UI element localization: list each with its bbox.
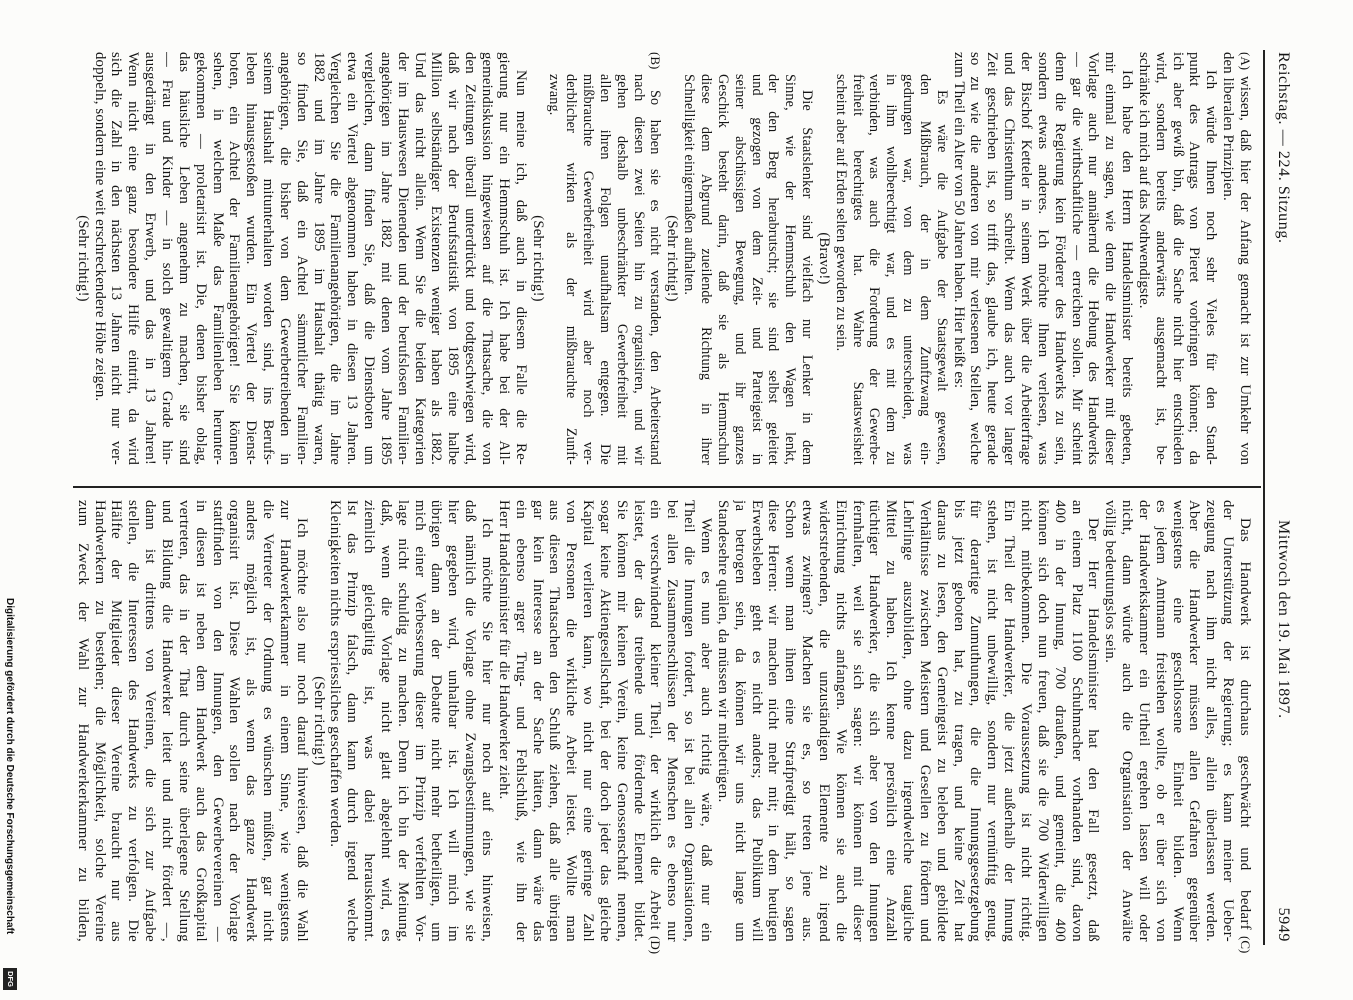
- text-line: Kleinigkeiten nichts erspriessliches geschaffen werden.: [327, 500, 344, 848]
- text-line: gemeindiskussion hingewiesen auf die Thatsache, die von: [479, 52, 496, 465]
- text-line: wissen, daß hier der Anfang gemacht ist zur Umkehr von: [1237, 76, 1253, 465]
- text-line: den Zeitungen überall unterdrückt und todtgeschwiegen wird,: [462, 52, 479, 465]
- text-line: Wenn es nun aber auch richtig wäre, daß nur ein: [698, 518, 714, 942]
- text-line: dann ist drittens von Vereinen, die sich zur Aufgabe: [142, 500, 159, 942]
- text-line: tüchtiger Handwerker, die sich aber von den Innungen: [866, 500, 883, 942]
- digitization-credit: Digitalisierung gefördert durch die Deutsche Forschungsgemeinschaft: [4, 598, 15, 935]
- text-line: gehen deshalb unbeschränkter Gewerbefreiheit mit: [613, 74, 630, 465]
- text-line: Wenn nicht eine ganz besondere Hilfe eintritt, da wird: [125, 52, 142, 465]
- text-line: nach diesen zwei Seiten hin zu organisiren, und wir: [630, 74, 647, 465]
- text-line: völlig bedeutungslos sein.: [1102, 500, 1119, 664]
- text-line: zwang.: [546, 74, 563, 116]
- text-line: von Personen die wirkliche Arbeit leistet. Wollte man: [563, 500, 580, 942]
- text-line: bis jetzt geboten hat, zu tragen, und keine Zeit hat: [950, 500, 967, 942]
- text-line: Schnelligkeit einigermaßen aufhalten.: [681, 74, 698, 296]
- text-line: so finden Sie, daß ein Achtel sämmtlicher Familien-: [293, 52, 310, 465]
- text-line: seiner abschüssigen Bewegung, und ihr ganzes: [731, 74, 748, 465]
- text-line: der den Berg herabrutscht; sie sind selbst geleitet: [765, 74, 782, 465]
- text-line: Und das nicht allein. Wenn Sie die beiden Kategorien: [411, 52, 428, 465]
- text-line: sehen, in welchem Maße das Familienleben herunter-: [209, 52, 226, 465]
- text-line: Zeit geschrieben ist, so trifft das, glaube ich, heute gerade: [984, 52, 1001, 465]
- text-line: — Frau und Kinder — in solch gewaltigem Grade hin-: [159, 52, 175, 465]
- text-line: Ein Theil der Handwerker, die jetzt außerhalb der Innung: [1001, 500, 1018, 942]
- text-line: Sinne, wie der Hemmschuh den Wagen lenkt,: [782, 74, 799, 465]
- text-line: es jedem Amtmann freistehen wollte, ob er über sich von: [1152, 500, 1169, 942]
- text-line: nicht mitbekommen. Die Voraussetzung ist nicht richtig.: [1018, 500, 1035, 942]
- text-line: schränke ich mich auf das Nothwendigste.: [1135, 52, 1152, 309]
- text-line: Ich möchte also nur noch darauf hinweisen, daß die Wahl: [293, 518, 310, 942]
- text-line: stehen, ist nicht unbewillig, sondern nur vernünftig genug,: [984, 500, 1001, 942]
- text-line: Einrichtung nichts anfangen. Wie können sie auch die: [832, 500, 849, 942]
- text-line: Mittel zu haben. Ich kenne persönlich eine Anzahl: [883, 500, 900, 942]
- session-date: Mittwoch den 19. Mai 1897.: [1275, 520, 1292, 719]
- text-line: Sie können mir keinen Verein, keine Genossenschaft nennen,: [613, 500, 630, 942]
- text-line: mir einmal zu sagen, wie denn die Handwerker mit dieser: [1102, 52, 1119, 465]
- text-line: Der Herr Handelsminister hat den Fall gesetzt, daß: [1085, 518, 1102, 942]
- text-line: zum Zweck der Wahl zur Handwerkerkammer zu bilden,: [74, 500, 91, 942]
- text-line: (Sehr richtig!): [664, 215, 681, 302]
- text-line: stellen, die Interessen des Handwerks zu verfolgen. Die: [125, 500, 142, 942]
- text-line: (Sehr richtig!): [74, 215, 91, 302]
- text-line: Aber die Handwerker müssen allen Gefahren gegenüber: [1186, 500, 1203, 942]
- text-line: boten, ein Achtel der Familienangehörigen! Sie können: [226, 52, 243, 465]
- text-line: Die Staatslenker sind vielfach nur Lenker in dem: [799, 90, 816, 465]
- text-line: mich einer Verbesserung dieser im Prinzip verfehlten Vor-: [411, 500, 428, 942]
- text-line: 400 in der Innung, 700 draußen, und gemeint, die 400: [1051, 500, 1068, 942]
- text-line: seinem Haushalt mitunterhalten worden sind, ins Berufs-: [260, 52, 277, 465]
- text-line: widerstrebenden, die unzuständigen Elemente zu irgend: [815, 500, 832, 942]
- text-line: Erwerbsleben geht es nicht anders; das Publikum will: [748, 500, 765, 942]
- text-line: aus diesen Thatsachen den Schluß ziehen, daß alle übrigen: [546, 500, 563, 942]
- text-line: daß, wenn die Vorlage nicht glatt abgelehnt wird, es: [377, 500, 394, 942]
- text-column-right: [74, 500, 1253, 942]
- text-line: gar kein Interesse an der Sache hätten, dann wäre das: [529, 500, 546, 942]
- text-line: mißbrauchte Gewerbefreiheit wird aber noch ver-: [580, 74, 597, 465]
- text-line: und Bildung die Handwerker leitet und nicht fördert —,: [159, 500, 175, 942]
- text-line: Ich würde Ihnen noch sehr Vieles für den Stand-: [1203, 70, 1220, 465]
- text-line: Theil die Innungen fordert, so ist bei allen Organisationen,: [681, 500, 698, 942]
- text-line: daß nämlich die Vorlage ohne Zwangsbestimmungen, wie sie: [462, 500, 479, 942]
- text-line: wenigstens eine geschlossene Einheit bilden. Wenn: [1169, 500, 1186, 942]
- text-line: für derartige Zumuthungen, die die Innungsgesetzgebung: [967, 500, 984, 942]
- text-line: Geschick besteht darin, daß sie als Hemmschuh: [714, 74, 731, 465]
- text-line: Million selbständiger Existenzen weniger haben als 1882.: [428, 52, 445, 465]
- text-line: Nun meine ich, daß auch in diesem Falle die Re-: [512, 70, 529, 465]
- text-line: in ihm wohlberechtigt war, und es mit dem zu: [883, 74, 900, 465]
- text-line: verbinden, was auch die Forderung der Gewerbe-: [866, 74, 883, 465]
- text-line: ich aber gewiß bin, daß die Sache nicht hier entschieden: [1169, 52, 1186, 465]
- margin-marker-b: (B): [648, 52, 664, 70]
- text-line: etwas zwingen? Machen sie es, so treten jene aus.: [799, 500, 816, 942]
- text-line: scheint aber auf Erden selten geworden zu sein.: [832, 74, 849, 352]
- text-line: Standesehre quälen, da müssen wir mitbetrügen.: [714, 500, 731, 803]
- text-line: leistet, der das treibende und fördernde Element bildet.: [630, 500, 647, 942]
- text-line: Ich habe den Herrn Handelsminister bereits gebeten,: [1119, 70, 1136, 465]
- text-line: wird, sondern bereits anderwärts ausgemacht ist, be-: [1152, 52, 1169, 465]
- text-line: (Sehr richtig!): [310, 676, 327, 766]
- text-line: lage nicht schuldig zu machen. Denn ich bin der Meinung,: [394, 500, 411, 942]
- text-line: Das Handwerk ist durchaus geschwächt und bedarf: [1237, 518, 1253, 930]
- text-line: so zu wie die anderen von mir verlesenen Stellen, welche: [967, 52, 984, 465]
- text-line: organisirt ist. Diese Wahlen sollen nach der Vorlage: [226, 500, 243, 942]
- text-column-left: [74, 52, 1253, 465]
- text-line: können sich doch nun freuen, daß sie die 700 Widerwilligen: [1034, 500, 1051, 942]
- text-line: Ich möchte Sie hier nur noch auf eins hinweisen,: [479, 518, 496, 942]
- text-line: zum Theil ein Alter von 50 Jahren haben. Hier heißt es:: [950, 52, 967, 389]
- text-line: gekommen — proletarisirt ist. Die, denen bisher oblag,: [192, 52, 209, 465]
- text-line: (Bravo!): [815, 232, 832, 285]
- text-line: denn die Regierung kein Förderer des Handwerks zu sein,: [1051, 52, 1068, 465]
- margin-marker-c: (C): [1238, 936, 1253, 954]
- text-line: zur Handwerkerkammer in einem Sinne, wie wenigstens: [276, 500, 293, 942]
- text-line: in diesen ist neben dem Handwerk auch das Großkapital: [192, 500, 209, 942]
- text-line: hier gegeben wird, unhaltbar ist. Ich will mich im: [445, 500, 462, 942]
- text-line: ziemlich gleichgiltig ist, was dabei herauskommt.: [361, 500, 378, 942]
- text-line: die Vertreter der Ordnung es wünschen müßten, gar nicht: [260, 500, 277, 942]
- text-line: sich die Zahl in den nächsten 13 Jahren nicht nur ver-: [108, 52, 125, 465]
- text-line: an einem Platz 1100 Schuhmacher vorhanden sind, davon: [1068, 500, 1085, 942]
- text-line: ausgedrängt in den Erwerb, und das in 13 Jahren!: [142, 52, 159, 465]
- text-line: Schon wenn man ihnen eine Strafpredigt hält, so sagen: [782, 500, 799, 942]
- text-line: nicht, dann würde auch die Organisation der Anwälte: [1119, 500, 1136, 942]
- text-line: — gar die wirthschaftliche — erreichen sollen. Mir scheint: [1068, 52, 1085, 465]
- text-line: Lehrlinge auszubilden, ohne dazu irgendwelche taugliche: [900, 500, 917, 942]
- text-line: Kapital verlieren kann, wo nicht nur eine geringe Zahl: [580, 500, 597, 942]
- text-line: Hälfte der Mitglieder dieser Vereine braucht nur aus: [108, 500, 125, 942]
- text-line: daraus zu lesen, den Gemeingeist zu beleben und gebildete: [933, 500, 950, 942]
- text-line: gedrungen war, von dem zu unterscheiden, was: [900, 74, 917, 465]
- text-line: bei allen Zusammenschlüssen der Menschen es ebenso nur: [664, 500, 681, 942]
- text-line: den liberalen Prinzipien.: [1220, 52, 1237, 201]
- column-divider: [73, 486, 1261, 488]
- text-line: Es wäre die Aufgabe der Staatsgewalt gewesen,: [933, 90, 950, 465]
- dfg-logo: DFG: [3, 968, 17, 990]
- text-line: der im Hauswesen Dienenden und der berufslosen Familien-: [394, 52, 411, 465]
- margin-marker-d: (D): [648, 936, 664, 955]
- text-line: ein ebenso arger Trug- und Fehlschluß, wie ihn der: [512, 500, 529, 942]
- text-line: ja betrogen sein, da können wir uns nicht lange um: [731, 500, 748, 942]
- text-line: derblicher wirken als der mißbrauchte Zunft-: [563, 74, 580, 465]
- text-line: 1882 und im Jahre 1895 im Haushalt thätig waren,: [310, 52, 327, 465]
- running-head: Reichstag. — 224. Sitzung.: [1275, 52, 1292, 244]
- text-line: angehörigen, die bisher von dem Gewerbetreibenden in: [276, 52, 293, 465]
- text-line: der Unterstützung der Regierung; es kann meiner Ueber-: [1220, 500, 1237, 942]
- text-line: (Sehr richtig!): [529, 215, 546, 302]
- text-line: angehörigen im Jahre 1882 mit denen vom Jahre 1895: [377, 52, 394, 465]
- margin-marker-a: (A): [1238, 52, 1253, 71]
- text-line: Vergleichen Sie die Familienangehörigen, die im Jahre: [327, 52, 344, 465]
- text-line: der Handwerkskammer ein Urtheil ergehen lassen will oder: [1135, 500, 1152, 942]
- text-line: So haben sie es nicht verstanden, den Arbeiterstand: [647, 90, 664, 465]
- text-line: Verhältnisse zwischen Meistern und Gesellen zu fördern und: [916, 500, 933, 942]
- text-line: sondern etwas anderes. Ich möchte Ihnen verlesen, was: [1034, 52, 1051, 465]
- text-line: gierung nur ein Hemmschuh ist. Ich habe bei der All-: [495, 52, 512, 465]
- text-line: sogar keine Aktiengesellschaft, bei der doch jeder das gleiche: [596, 500, 613, 942]
- text-line: punkt des Antrags von Pieret vorbringen können; da: [1186, 52, 1203, 465]
- text-line: freiheit berechtigtes hat. Wahre Staatsweisheit: [849, 74, 866, 465]
- text-line: doppeln, sondern eine weit erschreckendere Höhe zeigen.: [91, 52, 108, 402]
- text-line: etwa ein Viertel abgenommen haben in diesen 13 Jahren.: [344, 52, 361, 465]
- text-line: Ist das Prinzip falsch, dann kann durch irgend welche: [344, 500, 361, 942]
- text-line: ein verschwindend kleiner Theil, der wirklich die Arbeit: [647, 500, 664, 930]
- text-line: Handwerkern zu bestehen; die Möglichkeit, solche Vereine: [91, 500, 108, 942]
- text-line: diese dem Abgrund zueilende Richtung in ihrer: [698, 74, 714, 465]
- text-line: den Mißbrauch, der in dem Zunftzwang ein-: [916, 74, 933, 465]
- text-line: stattfinden von den Innungen, den Gewerbevereinen —: [209, 500, 226, 942]
- text-line: Vorlage auch nur annähernd die Hebung des Handwerks: [1085, 52, 1102, 465]
- text-line: und das Christenthum schreibt. Wenn das auch vor langer: [1001, 52, 1018, 465]
- text-line: übrigen dann an der Debatte nicht mehr betheiligen, um: [428, 500, 445, 942]
- text-line: der Bischof Ketteler in seinem Werk über die Arbeiterfrage: [1018, 52, 1035, 465]
- page-number: 5949: [1275, 907, 1292, 942]
- header-rule: [1264, 50, 1266, 945]
- text-line: vertreten, das in der That durch seine überlegene Stellung: [175, 500, 192, 942]
- text-line: zeugung nach ihm nicht alles, allein überlassen werden.: [1203, 500, 1220, 942]
- text-line: das häusliche Leben angenehm zu machen, sie sind: [175, 52, 192, 465]
- text-line: anders möglich ist, als wenn das ganze Handwerk: [243, 500, 260, 942]
- text-line: daß wir nach der Berufsstatistik von 1895 eine halbe: [445, 52, 462, 465]
- text-line: diese Herren: wir machen nicht mehr mit; in dem heutigen: [765, 500, 782, 942]
- text-line: fernhalten, weil sie sich sagen: wir können mit dieser: [849, 500, 866, 942]
- text-line: vergleichen, dann finden Sie, daß die Dienstboten um: [361, 52, 378, 465]
- text-line: leben hinausgestoßen wurden. Ein Viertel der Dienst-: [243, 52, 260, 465]
- text-line: und gezogen von dem Zeit- und Parteigeist in: [748, 74, 765, 465]
- text-line: allen ihren Folgen unaufhaltsam entgegen. Die: [596, 74, 613, 465]
- text-line: Herr Handelsminister für die Handwerker zieht.: [495, 500, 512, 800]
